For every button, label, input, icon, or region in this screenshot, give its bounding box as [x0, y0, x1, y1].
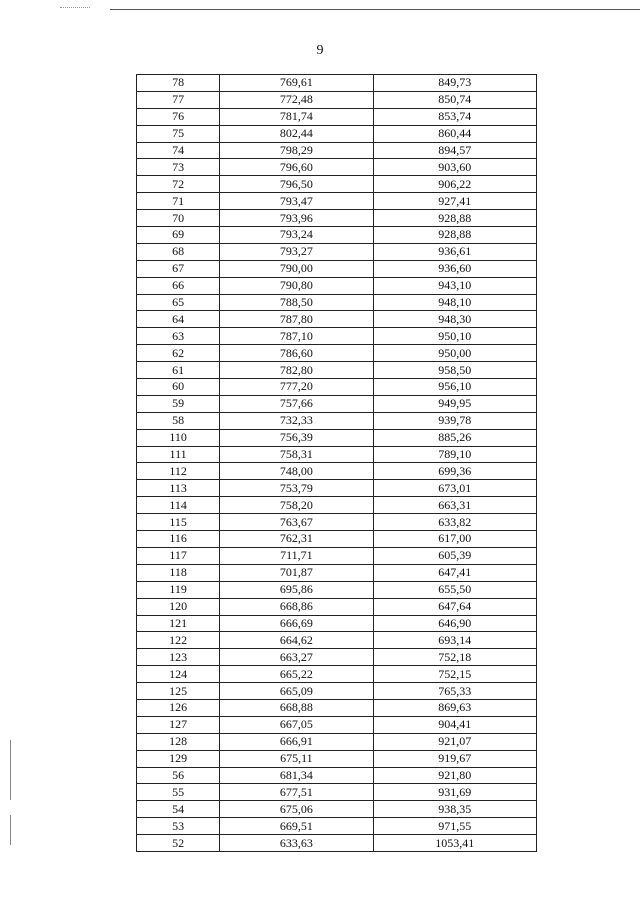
- value-b-cell: 948,10: [373, 294, 536, 311]
- value-b-cell: 904,41: [373, 716, 536, 733]
- value-b-cell: 950,00: [373, 345, 536, 362]
- point-number-cell: 71: [137, 193, 220, 210]
- table-row: [137, 480, 537, 497]
- table-row: [137, 243, 537, 260]
- point-number-cell: 78: [137, 75, 220, 92]
- table-body: [137, 75, 537, 852]
- point-number-cell: 122: [137, 632, 220, 649]
- point-number-cell: 62: [137, 345, 220, 362]
- table-row: [137, 547, 537, 564]
- point-number-cell: 58: [137, 412, 220, 429]
- value-a-cell: 669,51: [220, 818, 373, 835]
- point-number-cell: 61: [137, 362, 220, 379]
- point-number-cell: 128: [137, 733, 220, 750]
- point-number-cell: 123: [137, 649, 220, 666]
- point-number-cell: 63: [137, 328, 220, 345]
- point-number-cell: 120: [137, 598, 220, 615]
- point-number-cell: 60: [137, 379, 220, 396]
- point-number-cell: 125: [137, 683, 220, 700]
- value-b-cell: 921,80: [373, 767, 536, 784]
- point-number-cell: 124: [137, 666, 220, 683]
- table-row: [137, 176, 537, 193]
- value-a-cell: 777,20: [220, 379, 373, 396]
- value-b-cell: 928,88: [373, 210, 536, 227]
- point-number-cell: 76: [137, 108, 220, 125]
- table-row: [137, 362, 537, 379]
- point-number-cell: 55: [137, 784, 220, 801]
- point-number-cell: 111: [137, 446, 220, 463]
- value-a-cell: 798,29: [220, 142, 373, 159]
- value-b-cell: 919,67: [373, 750, 536, 767]
- table-row: [137, 581, 537, 598]
- point-number-cell: 129: [137, 750, 220, 767]
- value-a-cell: 757,66: [220, 395, 373, 412]
- table-row: [137, 260, 537, 277]
- table-row: [137, 277, 537, 294]
- table-row: [137, 699, 537, 716]
- value-a-cell: 796,60: [220, 159, 373, 176]
- point-number-cell: 113: [137, 480, 220, 497]
- value-b-cell: 617,00: [373, 531, 536, 548]
- scan-corner-mark: [60, 7, 90, 8]
- table-row: [137, 193, 537, 210]
- value-b-cell: 943,10: [373, 277, 536, 294]
- value-a-cell: 758,20: [220, 497, 373, 514]
- table-row: [137, 818, 537, 835]
- page-number: 9: [316, 43, 324, 58]
- value-a-cell: 758,31: [220, 446, 373, 463]
- value-a-cell: 763,67: [220, 514, 373, 531]
- value-b-cell: 789,10: [373, 446, 536, 463]
- header-rule: [110, 9, 640, 10]
- value-b-cell: 850,74: [373, 91, 536, 108]
- value-b-cell: 971,55: [373, 818, 536, 835]
- table-row: [137, 227, 537, 244]
- table-row: [137, 142, 537, 159]
- value-b-cell: 765,33: [373, 683, 536, 700]
- table-row: [137, 750, 537, 767]
- value-b-cell: 921,07: [373, 733, 536, 750]
- value-b-cell: 928,88: [373, 227, 536, 244]
- value-a-cell: 701,87: [220, 564, 373, 581]
- value-b-cell: 699,36: [373, 463, 536, 480]
- table-row: [137, 835, 537, 852]
- table-row: [137, 395, 537, 412]
- value-b-cell: 869,63: [373, 699, 536, 716]
- point-number-cell: 110: [137, 429, 220, 446]
- point-number-cell: 72: [137, 176, 220, 193]
- value-b-cell: 903,60: [373, 159, 536, 176]
- value-b-cell: 931,69: [373, 784, 536, 801]
- value-a-cell: 793,24: [220, 227, 373, 244]
- table-row: [137, 531, 537, 548]
- value-a-cell: 681,34: [220, 767, 373, 784]
- table-row: [137, 564, 537, 581]
- value-b-cell: 647,64: [373, 598, 536, 615]
- value-a-cell: 663,27: [220, 649, 373, 666]
- value-b-cell: 663,31: [373, 497, 536, 514]
- point-number-cell: 53: [137, 818, 220, 835]
- table-row: [137, 159, 537, 176]
- value-a-cell: 666,69: [220, 615, 373, 632]
- table-row: [137, 429, 537, 446]
- value-a-cell: 664,62: [220, 632, 373, 649]
- value-b-cell: 693,14: [373, 632, 536, 649]
- value-a-cell: 793,27: [220, 243, 373, 260]
- point-number-cell: 65: [137, 294, 220, 311]
- value-a-cell: 668,86: [220, 598, 373, 615]
- value-a-cell: 769,61: [220, 75, 373, 92]
- value-b-cell: 938,35: [373, 801, 536, 818]
- point-number-cell: 54: [137, 801, 220, 818]
- value-a-cell: 668,88: [220, 699, 373, 716]
- table-row: [137, 497, 537, 514]
- table-row: [137, 210, 537, 227]
- value-b-cell: 885,26: [373, 429, 536, 446]
- value-a-cell: 695,86: [220, 581, 373, 598]
- table-row: [137, 598, 537, 615]
- value-b-cell: 752,18: [373, 649, 536, 666]
- value-b-cell: 633,82: [373, 514, 536, 531]
- value-b-cell: 1053,41: [373, 835, 536, 852]
- value-a-cell: 802,44: [220, 125, 373, 142]
- value-a-cell: 787,80: [220, 311, 373, 328]
- scan-margin-mark: [10, 740, 11, 800]
- table-row: [137, 379, 537, 396]
- point-number-cell: 67: [137, 260, 220, 277]
- table-row: [137, 683, 537, 700]
- value-a-cell: 786,60: [220, 345, 373, 362]
- value-b-cell: 950,10: [373, 328, 536, 345]
- value-a-cell: 793,47: [220, 193, 373, 210]
- point-number-cell: 114: [137, 497, 220, 514]
- value-a-cell: 756,39: [220, 429, 373, 446]
- value-a-cell: 732,33: [220, 412, 373, 429]
- value-b-cell: 906,22: [373, 176, 536, 193]
- table-row: [137, 75, 537, 92]
- point-number-cell: 59: [137, 395, 220, 412]
- point-number-cell: 126: [137, 699, 220, 716]
- table-row: [137, 801, 537, 818]
- value-b-cell: 949,95: [373, 395, 536, 412]
- table-row: [137, 649, 537, 666]
- value-a-cell: 665,22: [220, 666, 373, 683]
- scan-margin-mark: [10, 815, 11, 845]
- value-b-cell: 936,61: [373, 243, 536, 260]
- point-number-cell: 69: [137, 227, 220, 244]
- table-row: [137, 108, 537, 125]
- value-a-cell: 667,05: [220, 716, 373, 733]
- value-b-cell: 958,50: [373, 362, 536, 379]
- table-row: [137, 463, 537, 480]
- point-number-cell: 73: [137, 159, 220, 176]
- value-b-cell: 860,44: [373, 125, 536, 142]
- value-a-cell: 666,91: [220, 733, 373, 750]
- value-b-cell: 673,01: [373, 480, 536, 497]
- value-b-cell: 646,90: [373, 615, 536, 632]
- table-row: [137, 311, 537, 328]
- value-b-cell: 927,41: [373, 193, 536, 210]
- value-a-cell: 790,00: [220, 260, 373, 277]
- value-b-cell: 752,15: [373, 666, 536, 683]
- table-row: [137, 125, 537, 142]
- table-row: [137, 446, 537, 463]
- table-row: [137, 716, 537, 733]
- point-number-cell: 52: [137, 835, 220, 852]
- value-b-cell: 605,39: [373, 547, 536, 564]
- point-number-cell: 127: [137, 716, 220, 733]
- value-a-cell: 677,51: [220, 784, 373, 801]
- value-a-cell: 781,74: [220, 108, 373, 125]
- value-a-cell: 782,80: [220, 362, 373, 379]
- value-b-cell: 853,74: [373, 108, 536, 125]
- value-a-cell: 633,63: [220, 835, 373, 852]
- table-row: [137, 733, 537, 750]
- table-row: [137, 666, 537, 683]
- table-row: [137, 328, 537, 345]
- value-a-cell: 753,79: [220, 480, 373, 497]
- point-number-cell: 56: [137, 767, 220, 784]
- value-b-cell: 647,41: [373, 564, 536, 581]
- point-number-cell: 74: [137, 142, 220, 159]
- value-a-cell: 796,50: [220, 176, 373, 193]
- point-number-cell: 77: [137, 91, 220, 108]
- table-row: [137, 767, 537, 784]
- point-number-cell: 115: [137, 514, 220, 531]
- point-number-cell: 116: [137, 531, 220, 548]
- value-a-cell: 675,11: [220, 750, 373, 767]
- point-number-cell: 68: [137, 243, 220, 260]
- point-number-cell: 75: [137, 125, 220, 142]
- value-a-cell: 772,48: [220, 91, 373, 108]
- point-number-cell: 70: [137, 210, 220, 227]
- value-a-cell: 788,50: [220, 294, 373, 311]
- value-a-cell: 762,31: [220, 531, 373, 548]
- table-row: [137, 615, 537, 632]
- value-a-cell: 665,09: [220, 683, 373, 700]
- point-number-cell: 66: [137, 277, 220, 294]
- point-number-cell: 119: [137, 581, 220, 598]
- table-row: [137, 412, 537, 429]
- value-a-cell: 793,96: [220, 210, 373, 227]
- table-row: [137, 784, 537, 801]
- value-b-cell: 655,50: [373, 581, 536, 598]
- value-a-cell: 790,80: [220, 277, 373, 294]
- table-row: [137, 514, 537, 531]
- table-row: [137, 91, 537, 108]
- value-b-cell: 849,73: [373, 75, 536, 92]
- point-number-cell: 117: [137, 547, 220, 564]
- point-number-cell: 112: [137, 463, 220, 480]
- point-number-cell: 64: [137, 311, 220, 328]
- value-b-cell: 894,57: [373, 142, 536, 159]
- table-row: [137, 294, 537, 311]
- value-b-cell: 936,60: [373, 260, 536, 277]
- point-number-cell: 121: [137, 615, 220, 632]
- value-a-cell: 711,71: [220, 547, 373, 564]
- value-a-cell: 748,00: [220, 463, 373, 480]
- table-row: [137, 632, 537, 649]
- value-a-cell: 675,06: [220, 801, 373, 818]
- point-number-cell: 118: [137, 564, 220, 581]
- value-b-cell: 948,30: [373, 311, 536, 328]
- value-b-cell: 939,78: [373, 412, 536, 429]
- coordinates-table: [136, 74, 537, 852]
- value-b-cell: 956,10: [373, 379, 536, 396]
- table-row: [137, 345, 537, 362]
- value-a-cell: 787,10: [220, 328, 373, 345]
